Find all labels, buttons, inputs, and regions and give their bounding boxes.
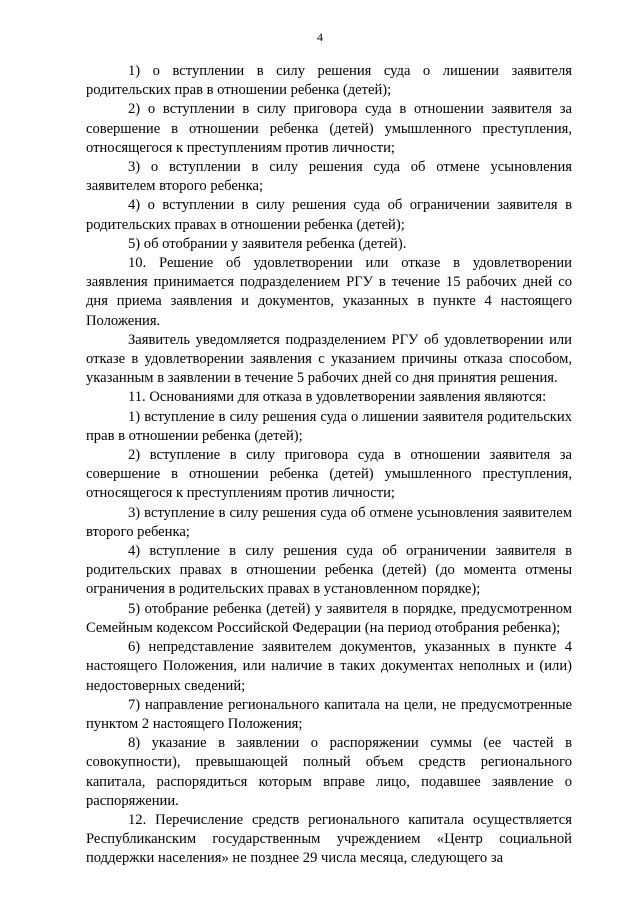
paragraph-11-5: 5) отобрание ребенка (детей) у заявителя в порядке, предусмотренном Семейным кодексом Российской Федерации (на период отобрания ребенка); [86, 600, 572, 636]
paragraph-11-8: 8) указание в заявлении о распоряжении суммы (ее частей в совокупности), превышающей полный объем средств регионального капитала, распорядиться которым вправе лицо, подавшее заявление о распоряжении. [86, 735, 572, 809]
paragraph-10-notice: Заявитель уведомляется подразделением РГУ об удовлетворении или отказе в удовлетворении заявления с указанием причины отказа способом, указанным в заявлении в течение 5 рабочих дней со дня принятия решения. [86, 331, 572, 387]
paragraph-11-3: 3) вступление в силу решения суда об отмене усыновления заявителем второго ребенка; [86, 504, 572, 540]
paragraph-9-2: 2) о вступлении в силу приговора суда в отношении заявителя за совершение в отношении ребенка (детей) умышленного преступления, относящегося к преступлениям против личности; [86, 101, 572, 156]
paragraph-11: 11. Основаниями для отказа в удовлетворении заявления являются: [128, 389, 547, 406]
page-number: 4 [317, 30, 323, 44]
paragraph-11-7: 7) направление регионального капитала на цели, не предусмотренные пунктом 2 настоящего Положения; [86, 696, 572, 732]
paragraph-9-3: 3) о вступлении в силу решения суда об отмене усыновления заявителем второго ребенка; [86, 159, 572, 195]
paragraph-11-1: 1) вступление в силу решения суда о лишении заявителя родительских прав в отношении ребенка (детей); [86, 408, 572, 444]
paragraph-12: 12. Перечисление средств регионального капитала осуществляется Республиканским государственным учреждением «Центр социальной поддержки населения» не позднее 29 числа месяца, следующего за [86, 811, 572, 867]
document-body [86, 62, 572, 869]
paragraph-9-1: 1) о вступлении в силу решения суда о лишении заявителя родительских прав в отношении ребенка (детей); [86, 63, 572, 99]
paragraph-9-5: 5) об отобрании у заявителя ребенка (детей). [128, 235, 407, 252]
paragraph-11-2: 2) вступление в силу приговора суда в отношении заявителя за совершение в отношении ребенка (детей) умышленного преступления, относящегося к преступлениям против личности; [86, 447, 572, 502]
paragraph-11-4: 4) вступление в силу решения суда об ограничении заявителя в родительских правах в отношении ребенка (детей) (до момента отмены ограничения в родительских правах в установленном порядке); [86, 543, 572, 598]
paragraph-10: 10. Решение об удовлетворении или отказе в удовлетворении заявления принимается подразделением РГУ в течение 15 рабочих дней со дня приема заявления и документов, указанных в пункте 4 настоящего Положения. [86, 255, 572, 329]
paragraph-11-6: 6) непредставление заявителем документов, указанных в пункте 4 настоящего Положения, или наличие в таких документах неполных и (или) недостоверных сведений; [86, 639, 572, 694]
paragraph-9-4: 4) о вступлении в силу решения суда об ограничении заявителя в родительских правах в отношении ребенка (детей); [86, 197, 572, 233]
